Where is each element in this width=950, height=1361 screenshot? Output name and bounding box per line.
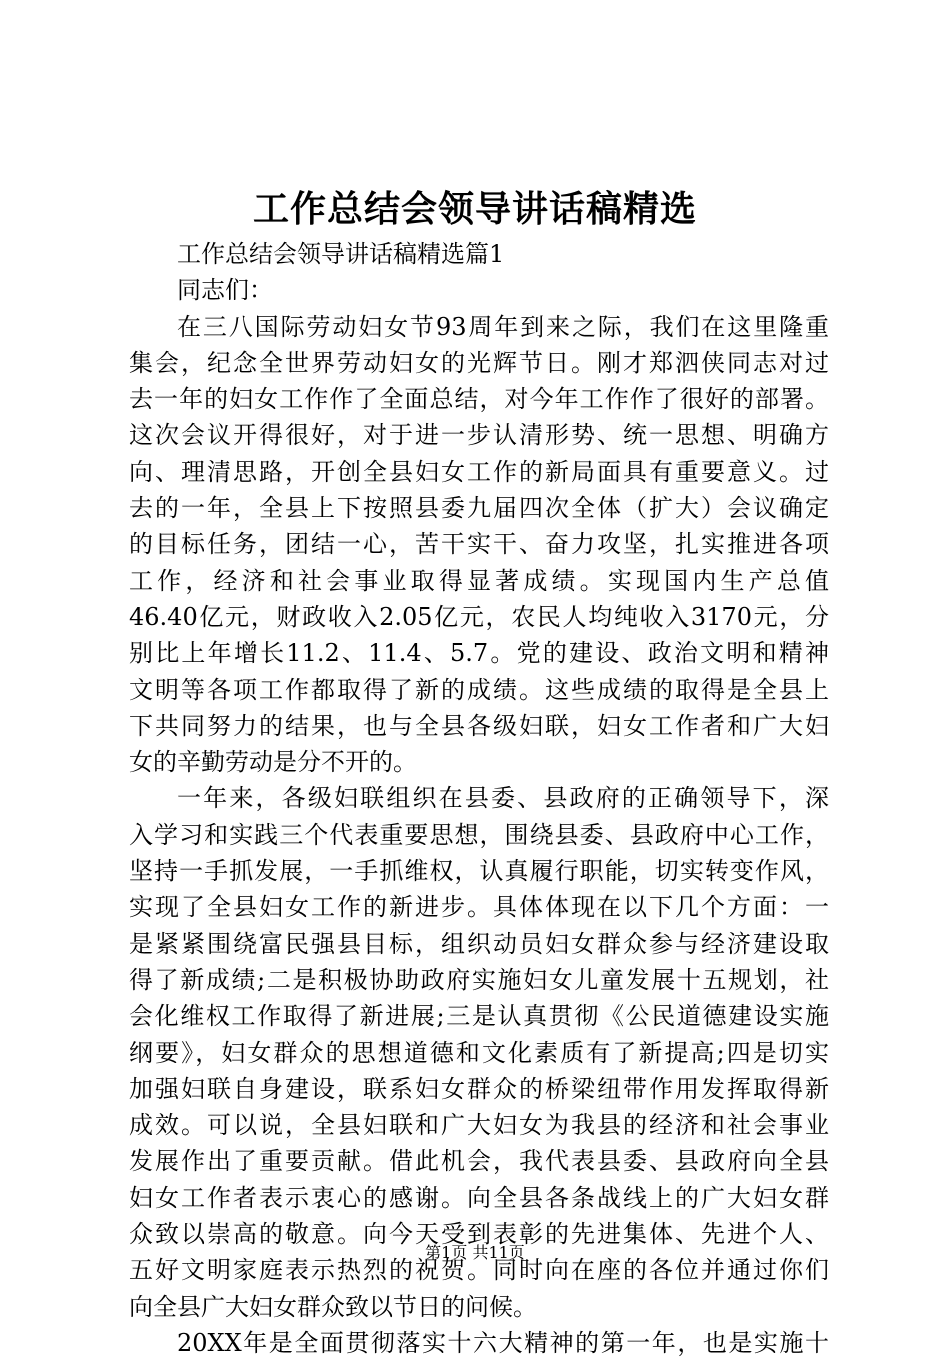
paragraph-line: 实现了全县妇女工作的新进步。具体体现在以下几个方面：一	[129, 893, 829, 922]
subtitle: 工作总结会领导讲话稿精选篇1	[177, 240, 505, 268]
paragraph-line: 成效。可以说，全县妇联和广大妇女为我县的经济和社会事业	[129, 1111, 829, 1140]
paragraph-line: 妇女工作者表示衷心的感谢。向全县各条战线上的广大妇女群	[129, 1183, 829, 1212]
paragraph-line: 文明等各项工作都取得了新的成绩。这些成绩的取得是全县上	[129, 675, 829, 704]
paragraph-line: 去一年的妇女工作作了全面总结，对今年工作作了很好的部署。	[129, 385, 829, 414]
paragraph-line: 去的一年，全县上下按照县委九届四次全体（扩大）会议确定	[129, 494, 829, 523]
paragraph-line: 工作，经济和社会事业取得显著成绩。实现国内生产总值	[129, 566, 829, 595]
paragraph-line: 的目标任务，团结一心，苦干实干、奋力攻坚，扎实推进各项	[129, 530, 829, 559]
paragraph-line: 向全县广大妇女群众致以节日的问候。	[129, 1292, 537, 1321]
salutation: 同志们：	[177, 276, 273, 305]
paragraph-line: 一年来，各级妇联组织在县委、县政府的正确领导下，深	[177, 784, 829, 813]
paragraph-line: 会化维权工作取得了新进展;三是认真贯彻《公民道德建设实施	[129, 1002, 829, 1031]
document-title: 工作总结会领导讲话稿精选	[252, 188, 697, 230]
paragraph-line: 纲要》，妇女群众的思想道德和文化素质有了新提高;四是切实	[129, 1038, 829, 1067]
page-footer: 第1页 共11页	[425, 1243, 525, 1262]
paragraph-line: 在三八国际劳动妇女节93周年到来之际，我们在这里隆重	[177, 312, 829, 341]
paragraph-line: 入学习和实践三个代表重要思想，围绕县委、县政府中心工作，	[129, 820, 829, 849]
paragraph-line: 是紧紧围绕富民强县目标，组织动员妇女群众参与经济建设取	[129, 929, 829, 958]
paragraph-line: 得了新成绩;二是积极协助政府实施妇女儿童发展十五规划，社	[129, 965, 829, 994]
paragraph-line: 别比上年增长11.2、11.4、5.7。党的建设、政治文明和精神	[129, 639, 829, 668]
paragraph-line: 加强妇联自身建设，联系妇女群众的桥梁纽带作用发挥取得新	[129, 1074, 829, 1103]
paragraph-line: 46.40亿元，财政收入2.05亿元，农民人均纯收入3170元，分	[129, 602, 829, 631]
paragraph-line: 集会，纪念全世界劳动妇女的光辉节日。刚才郑泗侠同志对过	[129, 348, 829, 377]
paragraph-line: 坚持一手抓发展，一手抓维权，认真履行职能，切实转变作风，	[129, 857, 829, 886]
paragraph-1	[129, 309, 829, 781]
paragraph-line: 五好文明家庭表示热烈的祝贺。同时向在座的各位并通过你们	[129, 1256, 829, 1285]
paragraph-line: 向、理清思路，开创全县妇女工作的新局面具有重要意义。过	[129, 457, 829, 486]
paragraph-line: 下共同努力的结果，也与全县各级妇联，妇女工作者和广大妇	[129, 711, 829, 740]
paragraph-line: 众致以崇高的敬意。向今天受到表彰的先进集体、先进个人、	[129, 1220, 829, 1249]
paragraph-3	[129, 1325, 829, 1361]
paragraph-line: 发展作出了重要贡献。借此机会，我代表县委、县政府向全县	[129, 1147, 829, 1176]
paragraph-line: 这次会议开得很好，对于进一步认清形势、统一思想、明确方	[129, 421, 829, 450]
paragraph-line: 女的辛勤劳动是分不开的。	[129, 748, 417, 777]
document-body	[129, 236, 829, 1361]
paragraph-line: 20XX年是全面贯彻落实十六大精神的第一年，也是实施十	[177, 1328, 829, 1357]
